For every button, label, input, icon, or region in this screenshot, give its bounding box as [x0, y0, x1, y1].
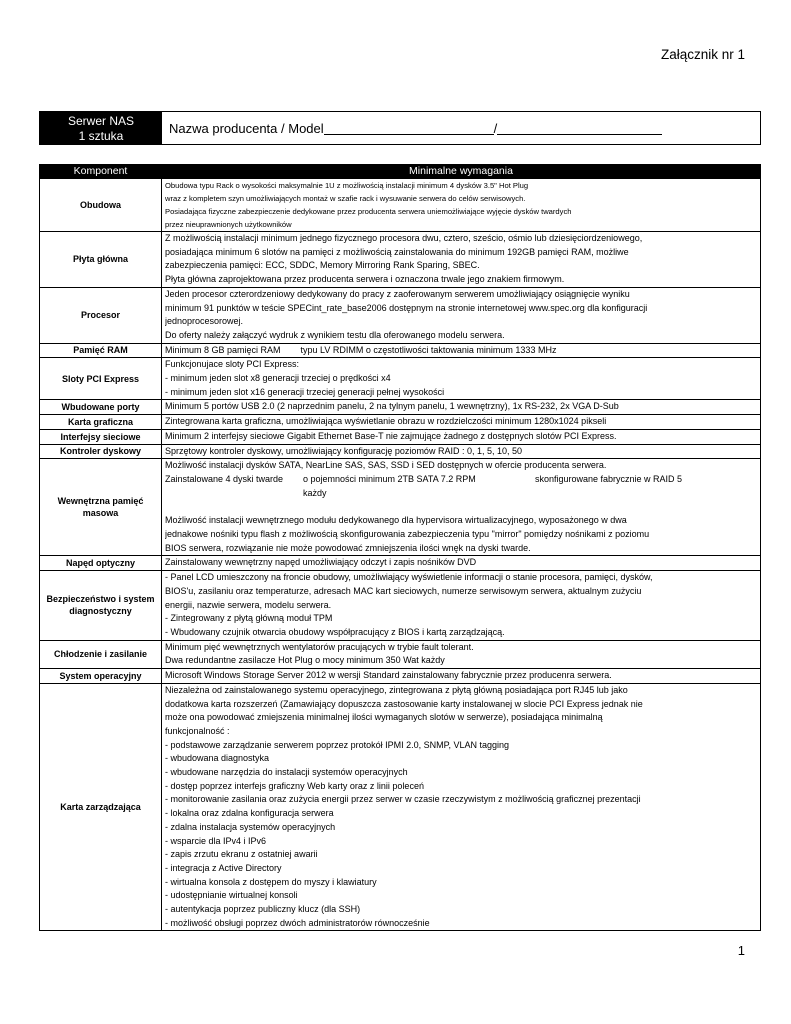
requirement-cell [162, 669, 761, 684]
disk-count: Zainstalowane 4 dyski twarde [165, 473, 284, 484]
table-row [40, 343, 761, 358]
component-name: Płyta główna [40, 232, 162, 288]
disk-capacity-each: każdy [303, 487, 327, 498]
requirement-cell [162, 343, 761, 358]
requirement-cell [162, 179, 761, 232]
requirement-line: Do oferty należy załączyć wydruk z wynikiem testu dla oferowanego modelu serwera. [165, 329, 505, 340]
requirement-line: wraz z kompletem szyn umożliwiających montaż w szafie rack i wysuwanie serwera do celów serwisowych. [165, 194, 526, 203]
requirement-line: Zintegrowana karta graficzna, umożliwiająca wyświetlanie obrazu w rozdzielczości minimum 1280x1024 pikseli [165, 416, 607, 427]
component-name: Wbudowane porty [40, 400, 162, 415]
requirement-line: - Zintegrowany z płytą główną moduł TPM [165, 613, 333, 624]
table-row [40, 287, 761, 343]
table-row [40, 571, 761, 641]
disk-config-line [165, 473, 757, 500]
component-name: System operacyjny [40, 669, 162, 684]
requirement-line: Z możliwością instalacji minimum jednego fizycznego procesora dwu, cztero, sześcio, ośmio lub dziesięciordzeniowego, [165, 233, 643, 243]
requirement-cell [162, 683, 761, 931]
attachment-label: Załącznik nr 1 [660, 47, 745, 62]
requirement-line: - podstawowe zarządzanie serwerem poprzez protokół IPMI 2.0, SNMP, VLAN tagging [165, 739, 509, 750]
requirement-line: Posiadająca fizyczne zabezpieczenie dedykowane przez producenta serwera uniemożliwiające wyjęcie dysków twardych [165, 207, 572, 216]
requirement-line: przez nieuprawnionych użytkowników [165, 220, 292, 229]
requirement-line: - dostęp poprzez interfejs graficzny Web karty oraz z linii poleceń [165, 780, 424, 791]
requirement-line: - monitorowanie zasilania oraz zużycia energii przez serwer w czasie rzeczywistym z możliwością graficznej prezentacji [165, 794, 641, 805]
table-row [40, 400, 761, 415]
disk-raid: skonfigurowane fabrycznie w RAID 5 [535, 473, 683, 484]
requirement-line: - minimum jeden slot x16 generacji trzeciej generacji pełnej wysokości [165, 386, 445, 397]
requirement-line: zabezpieczenia pamięci: ECC, SDDC, Memory Mirroring Rank Sparing, SBEC. [165, 260, 480, 271]
table-header-row [40, 165, 761, 179]
table-row [40, 415, 761, 430]
model-blank [497, 122, 662, 135]
server-cell [40, 112, 162, 144]
requirement-line: - integracja z Active Directory [165, 862, 282, 873]
requirement-line: - wirtualna konsola z dostępem do myszy i klawiatury [165, 876, 377, 887]
requirement-cell [162, 459, 761, 556]
requirement-cell [162, 444, 761, 459]
model-cell [162, 112, 760, 144]
table-row [40, 640, 761, 668]
requirement-line: - lokalna oraz zdalna konfiguracja serwera [165, 808, 334, 819]
requirement-line: - wsparcie dla IPv4 i IPv6 [165, 835, 267, 846]
table-row [40, 179, 761, 232]
requirement-cell [162, 429, 761, 444]
requirement-line: - wbudowana diagnostyka [165, 753, 270, 764]
requirement-line: Minimum 8 GB pamięci RAM typu LV RDIMM o częstotliwości taktowania minimum 1333 MHz [165, 344, 557, 355]
requirement-line: Minimum pięć wewnętrznych wentylatorów pracujących w trybie fault tolerant. [165, 641, 474, 652]
requirement-line: - zdalna instalacja systemów operacyjnych [165, 821, 336, 832]
requirement-cell [162, 415, 761, 430]
component-name: Pamięć RAM [40, 343, 162, 358]
model-separator: / [493, 120, 498, 136]
requirement-cell [162, 358, 761, 400]
component-name: Obudowa [40, 179, 162, 232]
server-name: Serwer NAS [67, 114, 135, 128]
requirement-line: funkcjonalność : [165, 725, 230, 736]
requirement-line: minimum 91 punktów w teście SPECint_rate_base2006 dostępnym na stronie internetowej www.spec.org dla konfiguracji [165, 302, 648, 313]
requirement-line: energii, nazwie serwera, modelu serwera. [165, 599, 332, 610]
requirement-line: Płyta główna zaprojektowana przez producenta serwera i oznaczona trwale jego znakiem firmowym. [165, 274, 565, 285]
requirement-line: - Panel LCD umieszczony na froncie obudowy, umożliwiający wyświetlenie informacji o stanie procesora, pamięci, dysków, [165, 572, 653, 583]
requirement-cell [162, 232, 761, 288]
component-name: Kontroler dyskowy [40, 444, 162, 459]
requirement-line: - zapis zrzutu ekranu z ostatniej awarii [165, 849, 318, 860]
requirement-line: Minimum 5 portów USB 2.0 (2 naprzednim panelu, 2 na tylnym panelu, 1 wewnętrzny), 1x RS-232, 2x VGA D-Sub [165, 401, 619, 412]
requirement-line: jednoprocesorowej. [165, 316, 244, 327]
component-name: Chłodzenie i zasilanie [40, 640, 162, 668]
requirement-line: - możliwość obsługi poprzez dwóch administratorów równocześnie [165, 917, 430, 928]
blank-line [165, 500, 757, 514]
requirement-line: Minimum 2 interfejsy sieciowe Gigabit Ethernet Base-T nie zajmujące żadnego z dostępnych slotów PCI Express. [165, 430, 617, 441]
requirement-cell [162, 556, 761, 571]
requirement-line: Możliwość instalacji wewnętrznego modułu dedykowanego dla hypervisora wirtualizacyjnego, wyposażonego w dwa [165, 515, 627, 526]
requirement-line: Funkcjonujace sloty PCI Express: [165, 359, 300, 370]
page-number: 1 [737, 943, 745, 958]
requirement-line: Jeden procesor czterordzeniowy dedykowany do pracy z zaoferowanym serwerem umożliwiający osiągnięcie wyniku [165, 288, 630, 299]
requirement-line: Dwa redundantne zasilacze Hot Plug o mocy minimum 350 Wat każdy [165, 655, 445, 666]
requirement-line: Sprzętowy kontroler dyskowy, umożliwiający konfigurację poziomów RAID : 0, 1, 5, 10, 50 [165, 445, 522, 456]
requirement-line: posiadająca minimum 6 slotów na pamięci z możliwością zainstalowania do minimum 192GB pamięci RAM, możliwe [165, 246, 629, 257]
column-header-component: Komponent [40, 165, 162, 179]
table-row [40, 459, 761, 556]
component-name: Karta graficzna [40, 415, 162, 430]
table-row [40, 429, 761, 444]
table-row [40, 358, 761, 400]
table-row [40, 683, 761, 931]
requirement-line: - autentykacja poprzez publiczny klucz (dla SSH) [165, 904, 361, 915]
component-name: Bezpieczeństwo i system diagnostyczny [40, 571, 162, 641]
manufacturer-blank [324, 122, 494, 135]
requirements-table [39, 164, 761, 931]
requirement-line: - wbudowane narzędzia do instalacji systemów operacyjnych [165, 767, 408, 778]
requirement-line: jednakowe nośniki typu flash z możliwością skonfigurowania zabezpieczenia typu "mirror" pomiędzy nośnikami z poziomu [165, 529, 650, 540]
requirement-cell [162, 400, 761, 415]
requirement-line: - Wbudowany czujnik otwarcia obudowy współpracujący z BIOS i kartą zarządzającą. [165, 626, 505, 637]
component-name: Sloty PCI Express [40, 358, 162, 400]
column-header-requirements: Minimalne wymagania [162, 165, 761, 179]
header-box [39, 111, 761, 145]
component-name: Napęd optyczny [40, 556, 162, 571]
component-name: Procesor [40, 287, 162, 343]
server-quantity: 1 sztuka [78, 129, 124, 143]
component-name: Karta zarządzająca [40, 683, 162, 931]
disk-capacity [303, 473, 535, 500]
requirement-line: może ona powodować zmiejszenia minimalnej ilości wymaganych slotów w serwerze), posiadająca minimalną [165, 712, 603, 723]
component-name: Wewnętrzna pamięć masowa [40, 459, 162, 556]
requirement-line: Niezależna od zainstalowanego systemu operacyjnego, zintegrowana z płytą główną posiadająca port RJ45 lub jako [165, 684, 628, 695]
table-row [40, 669, 761, 684]
requirement-line: - minimum jeden slot x8 generacji trzeciej o prędkości x4 [165, 373, 391, 384]
table-row [40, 444, 761, 459]
requirement-line: Obudowa typu Rack o wysokości maksymalnie 1U z możliwością instalacji minimum 4 dysków 3.5" Hot Plug [165, 181, 529, 190]
requirement-line: Możliwość instalacji dysków SATA, NearLine SAS, SAS, SSD i SED dostępnych w ofercie producenta serwera. [165, 460, 607, 471]
component-name: Interfejsy sieciowe [40, 429, 162, 444]
requirement-line: dodatkowa karta rozszerzeń (Zamawiający dopuszcza zastosowanie karty instalowanej w slocie PCI Express jednak nie [165, 698, 643, 709]
requirement-line: BIOS serwera, rozwiązanie nie może powodować zmniejszenia ilości wnęk na dyski twarde. [165, 542, 531, 553]
requirement-line: Microsoft Windows Storage Server 2012 w wersji Standard zainstalowany fabrycznie przez producenra serwera. [165, 670, 612, 681]
table-row [40, 556, 761, 571]
disk-capacity-text: o pojemności minimum 2TB SATA 7.2 RPM [303, 473, 476, 484]
requirement-cell [162, 640, 761, 668]
requirement-line: BIOS'u, zasilaniu oraz temperaturze, adresach MAC kart sieciowych, numerze serwisowym serwera, aktualnym zużyciu [165, 585, 642, 596]
requirement-line: Zainstalowany wewnętrzny napęd umożliwiający odczyt i zapis nośników DVD [165, 557, 477, 568]
requirement-cell [162, 287, 761, 343]
requirement-cell [162, 571, 761, 641]
table-row [40, 232, 761, 288]
model-label: Nazwa producenta / Model [169, 120, 324, 136]
requirement-line: - udostępnianie wirtualnej konsoli [165, 890, 298, 901]
